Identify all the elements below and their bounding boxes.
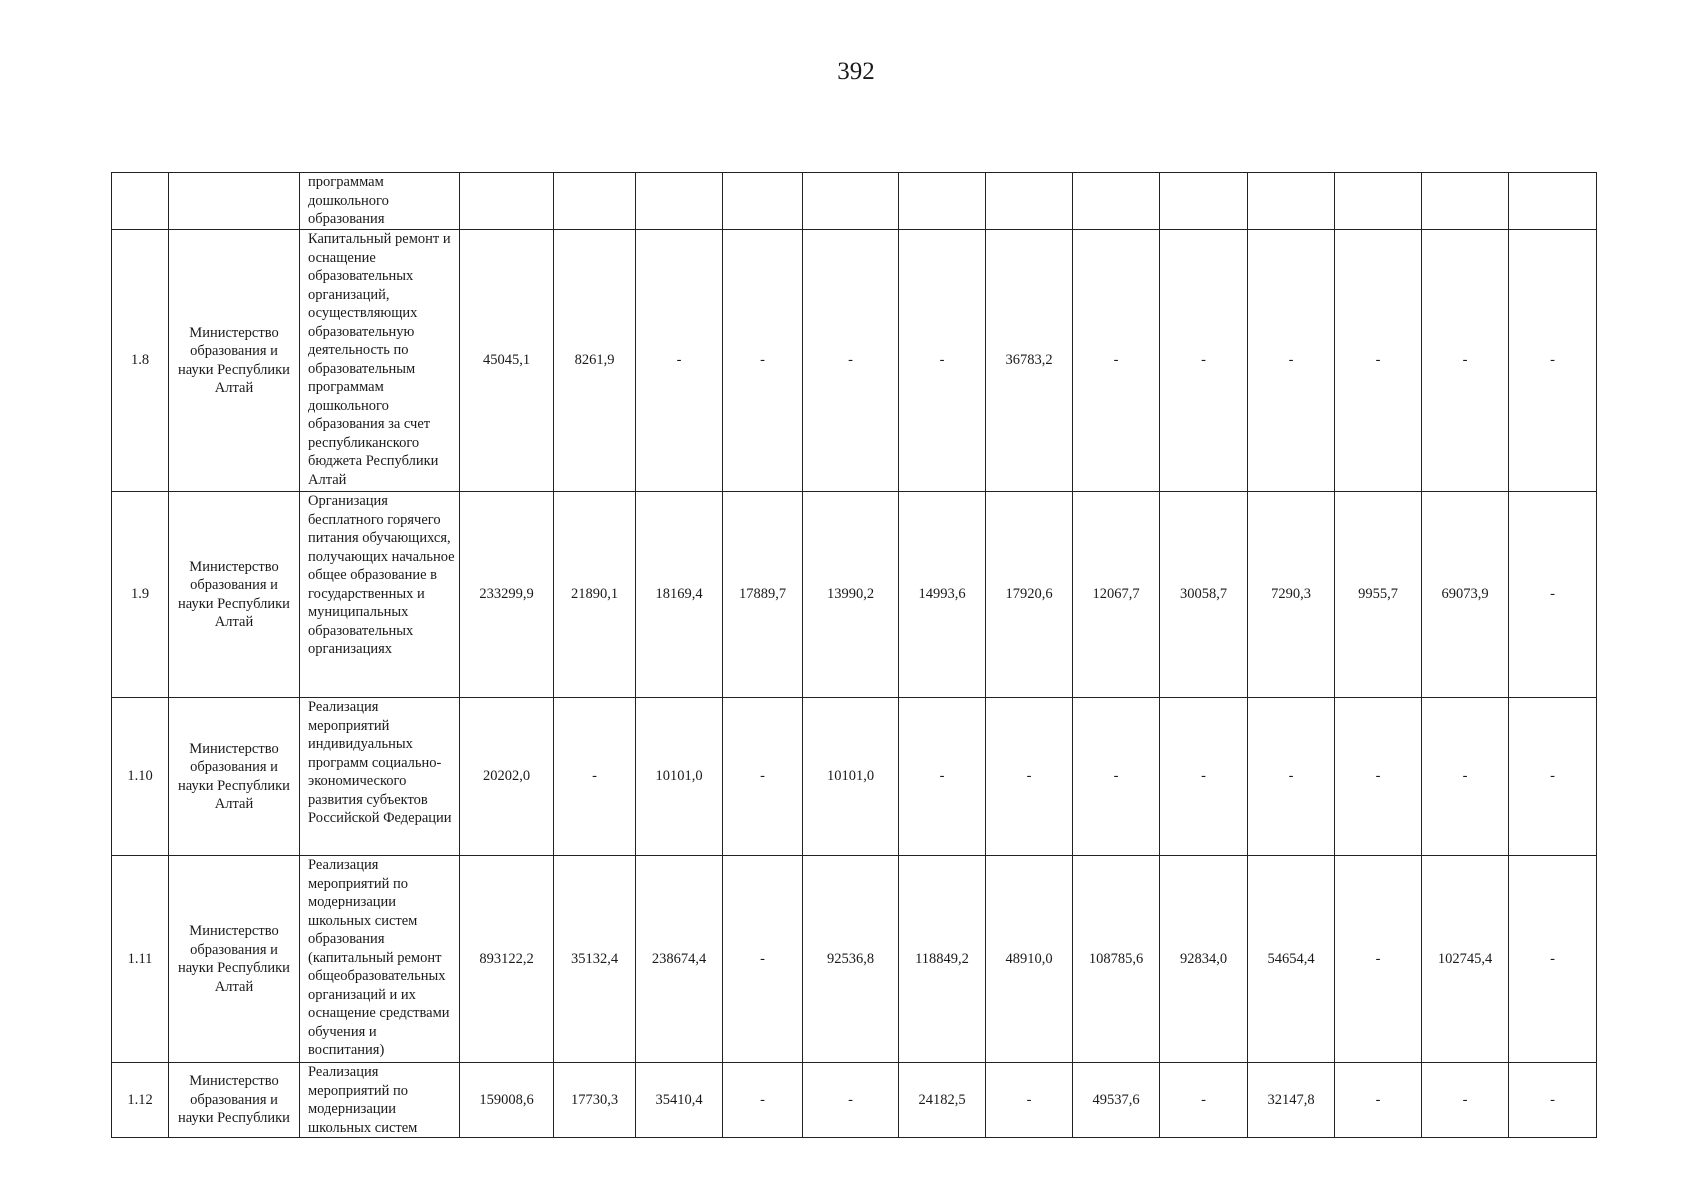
value-cell: [460, 173, 554, 230]
value-cell: -: [899, 698, 986, 856]
table-row: [112, 698, 1597, 856]
value-cell: 17920,6: [986, 492, 1073, 698]
value-cell: -: [1248, 230, 1335, 492]
value-cell: 35410,4: [636, 1063, 723, 1138]
value-cell: -: [723, 1063, 803, 1138]
value-cell: [803, 173, 899, 230]
value-cell: [1073, 173, 1160, 230]
value-cell: 92834,0: [1160, 856, 1248, 1063]
table-row: [112, 230, 1597, 492]
description-cell: Реализация мероприятий по модернизации школьных систем: [300, 1063, 460, 1138]
value-cell: 118849,2: [899, 856, 986, 1063]
value-cell: 10101,0: [803, 698, 899, 856]
value-cell: 7290,3: [1248, 492, 1335, 698]
value-cell: 9955,7: [1335, 492, 1422, 698]
value-cell: [986, 173, 1073, 230]
value-cell: 18169,4: [636, 492, 723, 698]
value-cell: -: [803, 1063, 899, 1138]
page-number: 392: [837, 58, 875, 85]
row-number-cell: [112, 173, 169, 230]
table-row: [112, 492, 1597, 698]
row-number-cell: 1.10: [112, 698, 169, 856]
value-cell: 159008,6: [460, 1063, 554, 1138]
value-cell: -: [1160, 698, 1248, 856]
value-cell: 17730,3: [554, 1063, 636, 1138]
value-cell: 10101,0: [636, 698, 723, 856]
row-number-cell: 1.9: [112, 492, 169, 698]
organization-cell: Министерство образования и науки Республики: [169, 1063, 300, 1138]
description-cell: Реализация мероприятий индивидуальных программ социально-экономического развития субъектов Российской Федерации: [300, 698, 460, 856]
value-cell: -: [1335, 856, 1422, 1063]
organization-cell: [169, 173, 300, 230]
value-cell: -: [1422, 698, 1509, 856]
value-cell: -: [1509, 230, 1597, 492]
value-cell: -: [986, 1063, 1073, 1138]
value-cell: -: [1160, 1063, 1248, 1138]
value-cell: [636, 173, 723, 230]
value-cell: 238674,4: [636, 856, 723, 1063]
row-number-cell: 1.8: [112, 230, 169, 492]
description-cell: программам дошкольного образования: [300, 173, 460, 230]
value-cell: -: [1073, 698, 1160, 856]
value-cell: -: [899, 230, 986, 492]
value-cell: 893122,2: [460, 856, 554, 1063]
value-cell: 8261,9: [554, 230, 636, 492]
value-cell: -: [1422, 1063, 1509, 1138]
value-cell: 92536,8: [803, 856, 899, 1063]
value-cell: -: [723, 698, 803, 856]
value-cell: -: [1160, 230, 1248, 492]
organization-cell: Министерство образования и науки Республики Алтай: [169, 492, 300, 698]
description-cell: Организация бесплатного горячего питания обучающихся, получающих начальное общее образование в государственных и муниципальных образовательных организациях: [300, 492, 460, 698]
value-cell: -: [1073, 230, 1160, 492]
value-cell: -: [1335, 230, 1422, 492]
organization-cell: Министерство образования и науки Республики Алтай: [169, 698, 300, 856]
value-cell: -: [1509, 698, 1597, 856]
value-cell: 69073,9: [1422, 492, 1509, 698]
value-cell: 17889,7: [723, 492, 803, 698]
value-cell: 49537,6: [1073, 1063, 1160, 1138]
value-cell: -: [986, 698, 1073, 856]
value-cell: 45045,1: [460, 230, 554, 492]
value-cell: 35132,4: [554, 856, 636, 1063]
value-cell: -: [1509, 492, 1597, 698]
description-cell: Капитальный ремонт и оснащение образовательных организаций, осуществляющих образовательную деятельность по образовательным программам дошкольного образования за счет республиканского бюджета Республики Алтай: [300, 230, 460, 492]
value-cell: 24182,5: [899, 1063, 986, 1138]
value-cell: 36783,2: [986, 230, 1073, 492]
value-cell: 102745,4: [1422, 856, 1509, 1063]
value-cell: 14993,6: [899, 492, 986, 698]
value-cell: -: [1422, 230, 1509, 492]
value-cell: 108785,6: [1073, 856, 1160, 1063]
table-row: [112, 856, 1597, 1063]
table-row: [112, 173, 1597, 230]
value-cell: -: [803, 230, 899, 492]
value-cell: 30058,7: [1160, 492, 1248, 698]
row-number-cell: 1.11: [112, 856, 169, 1063]
value-cell: 32147,8: [1248, 1063, 1335, 1138]
value-cell: -: [1509, 856, 1597, 1063]
value-cell: -: [1335, 698, 1422, 856]
organization-cell: Министерство образования и науки Республики Алтай: [169, 856, 300, 1063]
value-cell: 21890,1: [554, 492, 636, 698]
value-cell: [1335, 173, 1422, 230]
value-cell: -: [636, 230, 723, 492]
value-cell: [899, 173, 986, 230]
value-cell: 54654,4: [1248, 856, 1335, 1063]
value-cell: [1509, 173, 1597, 230]
value-cell: [1248, 173, 1335, 230]
value-cell: -: [1335, 1063, 1422, 1138]
table-row: [112, 1063, 1597, 1138]
value-cell: -: [723, 230, 803, 492]
value-cell: -: [1248, 698, 1335, 856]
value-cell: -: [554, 698, 636, 856]
value-cell: 12067,7: [1073, 492, 1160, 698]
organization-cell: Министерство образования и науки Республики Алтай: [169, 230, 300, 492]
description-cell: Реализация мероприятий по модернизации школьных систем образования (капитальный ремонт общеобразовательных организаций и их оснащение средствами обучения и воспитания): [300, 856, 460, 1063]
value-cell: [554, 173, 636, 230]
value-cell: [723, 173, 803, 230]
value-cell: [1160, 173, 1248, 230]
value-cell: 233299,9: [460, 492, 554, 698]
value-cell: 13990,2: [803, 492, 899, 698]
row-number-cell: 1.12: [112, 1063, 169, 1138]
value-cell: [1422, 173, 1509, 230]
value-cell: 20202,0: [460, 698, 554, 856]
value-cell: 48910,0: [986, 856, 1073, 1063]
value-cell: -: [1509, 1063, 1597, 1138]
value-cell: -: [723, 856, 803, 1063]
budget-table: [111, 172, 1597, 1138]
